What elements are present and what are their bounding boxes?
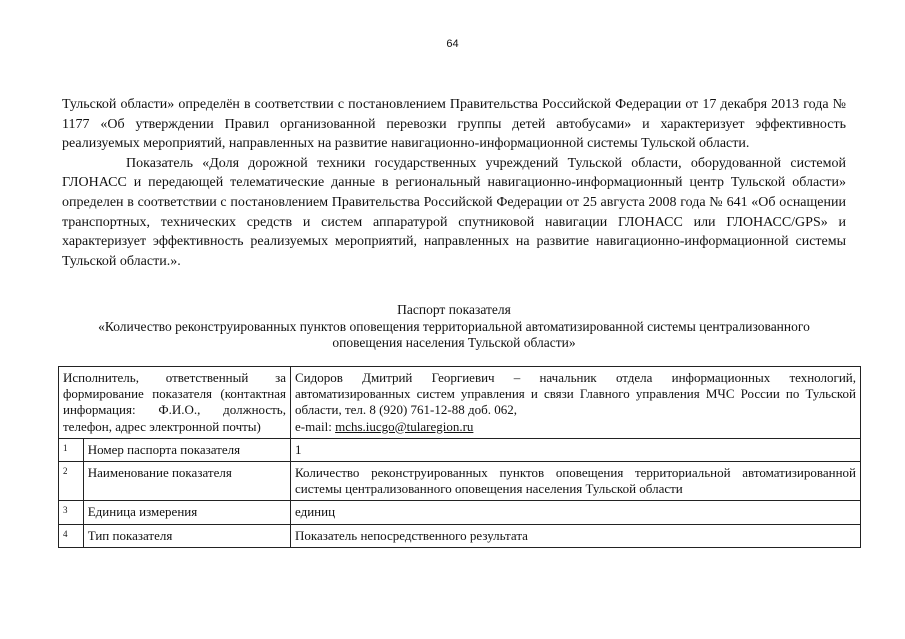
row-label: Единица измерения: [83, 501, 290, 524]
table-row: [59, 501, 861, 524]
executor-value: [291, 367, 861, 439]
table-row: [59, 438, 861, 461]
executor-label: Исполнитель, ответственный за формирование показателя (контактная информация: Ф.И.О., должность, телефон, адрес электронной почты): [59, 367, 291, 439]
page-number: 64: [446, 38, 459, 50]
row-value: Количество реконструированных пунктов оповещения территориальной автоматизированной системы централизованного оповещения населения Тульской области: [291, 462, 861, 501]
row-number: 1: [59, 438, 84, 461]
passport-subtitle-line-1: «Количество реконструированных пунктов оповещения территориальной автоматизированной системы централизованного: [98, 318, 810, 334]
table-row: [59, 462, 861, 501]
executor-row: [59, 367, 861, 439]
passport-heading: [62, 302, 846, 352]
row-label: Наименование показателя: [83, 462, 290, 501]
passport-table: [58, 366, 861, 548]
row-label: Тип показателя: [83, 524, 290, 547]
row-value: Показатель непосредственного результата: [291, 524, 861, 547]
passport-subtitle-line-2: оповещения населения Тульской области»: [332, 335, 576, 350]
passport-title: Паспорт показателя: [397, 302, 511, 317]
table-row: [59, 524, 861, 547]
row-value: единиц: [291, 501, 861, 524]
body-text: [62, 95, 846, 271]
executor-contact-text: Сидоров Дмитрий Георгиевич – начальник отдела информационных технологий, автоматизированных систем управления и связи Главного управления МЧС России по Тульской области, тел. 8 (920) 761-12-88 доб. 062,: [295, 370, 856, 418]
row-number: 4: [59, 524, 84, 547]
email-link[interactable]: mchs.iucgo@tularegion.ru: [335, 418, 474, 434]
row-label: Номер паспорта показателя: [83, 438, 290, 461]
row-number: 3: [59, 501, 84, 524]
paragraph-2: Показатель «Доля дорожной техники государственных учреждений Тульской области, оборудованной системой ГЛОНАСС и передающей телематические данные в региональный навигационно-информационный центр Тульской области» определен в соответствии с постановлением Правительства Российской Федерации от 25 августа 2008 года № 641 «Об оснащении транспортных, технических средств и систем аппаратурой спутниковой навигации ГЛОНАСС или ГЛОНАСС/GPS» и характеризует эффективность реализуемых мероприятий, направленных на развитие навигационно-информационной системы Тульской области.».: [62, 155, 846, 269]
email-prefix: e-mail:: [295, 418, 336, 434]
row-value: 1: [291, 438, 861, 461]
paragraph-1: Тульской области» определён в соответствии с постановлением Правительства Российской Федерации от 17 декабря 2013 года № 1177 «Об утверждении Правил организованной перевозки группы детей автобусами» и характеризует эффективность реализуемых мероприятий, направленных на развитие навигационно-информационной системы Тульской области.: [62, 97, 846, 152]
row-number: 2: [59, 462, 84, 501]
